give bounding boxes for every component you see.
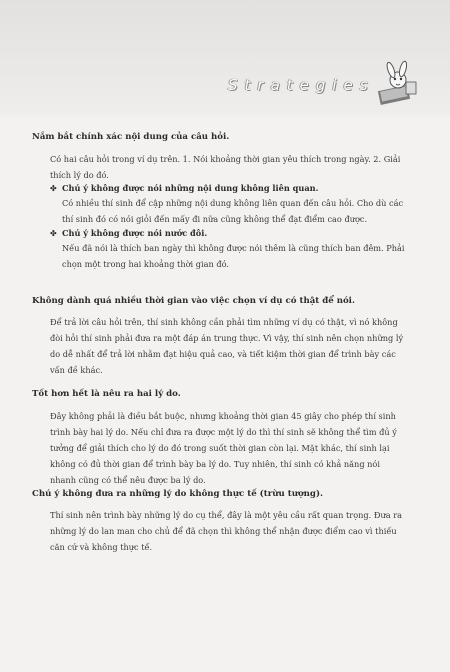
bullet-text: Nếu đã nói là thích ban ngày thì không được nói thêm là cũng thích ban đêm. Phải chọn một trong hai khoảng thời gian đó. [62,243,405,269]
section-paragraph: Thí sinh nên trình bày những lý do cụ thể, đây là một yêu cầu rất quan trọng. Đưa ra những lý do lan man cho chủ để đã chọn thì không thể nhận được điểm cao vì thiếu căn cứ và không thực tế. [50,510,403,552]
bullet-icon: ✤ [50,183,57,193]
page-title: Strategies [228,76,375,94]
section-paragraph: Để trả lời câu hỏi trên, thí sinh không cần phải tìm những ví dụ có thật, vì nó không đòi hỏi thí sinh phải đưa ra một đáp án trung thực. Vì vậy, thí sinh nên chọn những lý do dễ nhất để trả lời nhằm đạt hiệu quả cao, và tiết kiệm thời gian để trình bày các vấn đề khác. [50,317,404,375]
section-heading: Không dành quá nhiều thời gian vào việc chọn ví dụ có thật để nói. [32,296,355,306]
section-heading: Chú ý không đưa ra những lý do không thực tế (trừu tượng). [32,489,323,499]
bullet-title-text: Chú ý không được nói nước đôi. [62,228,208,238]
bullet-title-text: Chú ý không được nói những nội dung không liên quan. [62,183,319,193]
bullet-icon: ✤ [50,228,57,238]
section-paragraph: Đây không phải là điều bắt buộc, nhưng khoảng thời gian 45 giây cho phép thí sinh trình bày hai lý do. Nếu chỉ đưa ra được một lý do thì thí sinh sẽ không thể tìm đủ ý tưởng để giải thích cho lý do đó trong suốt thời gian còn lại. Mặt khác, thí sinh lại không có đủ thời gian để trình bày ba lý do. Tuy nhiên, thí sinh có khả năng nói nhanh cũng có thể nêu được ba lý do. [50,411,397,485]
section-paragraph: Có hai câu hỏi trong ví dụ trên. 1. Nói khoảng thời gian yêu thích trong ngày. 2. Giải thích lý do đó. [50,154,401,180]
section-heading: Tốt hơn hết là nêu ra hai lý do. [32,389,181,399]
bullet-title [50,228,207,238]
section-heading: Nắm bắt chính xác nội dung của câu hỏi. [32,132,230,142]
bullet-text: Có nhiều thí sinh để cập những nội dung không liên quan đến câu hỏi. Cho dù các thí sinh đó có nói giỏi đến mấy đi nữa cũng không thể đạt điểm cao được. [62,198,404,224]
bullet-title [50,183,318,193]
